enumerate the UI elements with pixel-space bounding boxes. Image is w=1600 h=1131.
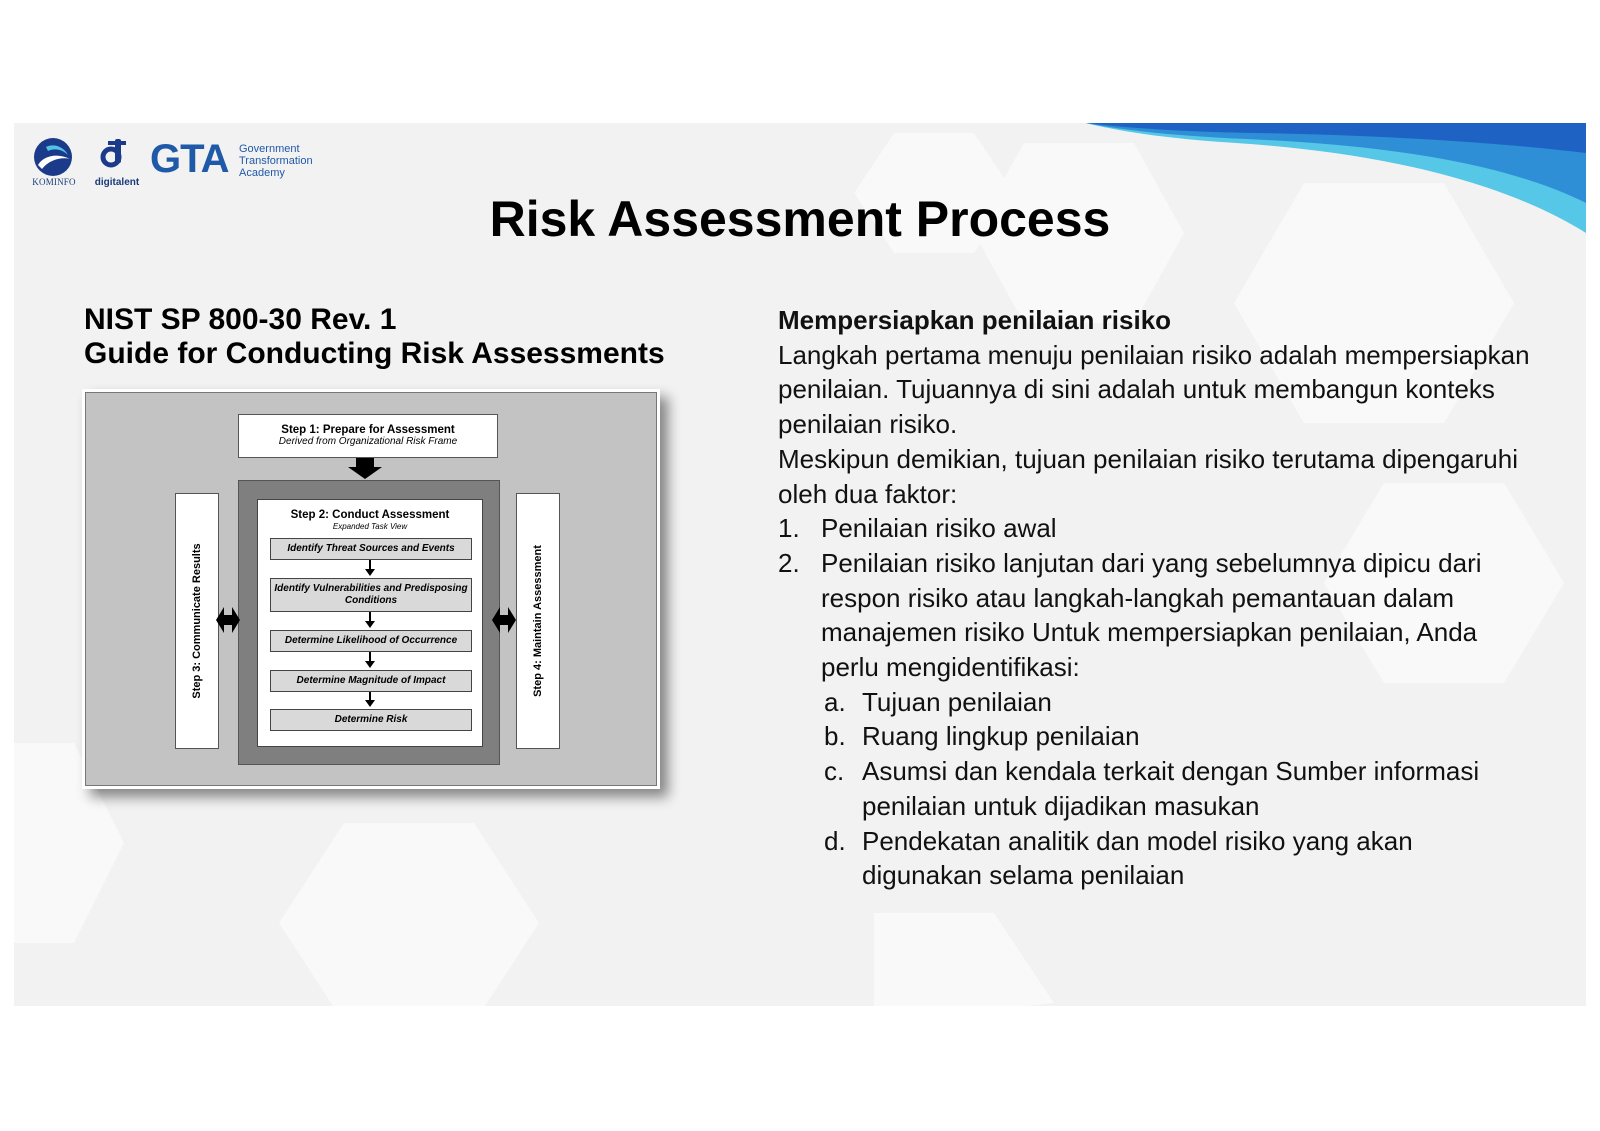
diagram-connector-arrows bbox=[86, 393, 656, 785]
list-marker: 1. bbox=[778, 513, 800, 544]
task-box: Identify Threat Sources and Events bbox=[270, 538, 472, 560]
step2-title: Step 2: Conduct Assessment bbox=[290, 509, 450, 521]
slide-title: Risk Assessment Process bbox=[489, 191, 1111, 247]
sub-list-marker: b. bbox=[824, 721, 846, 752]
paragraph-2: Meskipun demikian, tujuan penilaian risiko terutama dipengaruhi oleh dua faktor: bbox=[778, 443, 1518, 509]
sub-list-text: Pendekatan analitik dan model risiko yang akan digunakan selama penilaian bbox=[862, 825, 1413, 891]
digitalent-label: digitalent bbox=[94, 177, 140, 188]
nist-heading-line1: NIST SP 800-30 Rev. 1 bbox=[84, 303, 397, 336]
sub-list-marker: c. bbox=[824, 756, 845, 787]
nist-process-figure bbox=[82, 389, 660, 789]
task-box: Determine Risk bbox=[270, 709, 472, 731]
kominfo-label: KOMINFO bbox=[32, 177, 76, 187]
gta-sub-line: Government bbox=[239, 143, 300, 155]
task-box: Determine Likelihood of Occurrence bbox=[270, 630, 472, 652]
sub-list-marker: a. bbox=[824, 686, 846, 717]
gta-logo-text: GTA bbox=[150, 137, 229, 181]
sub-list-text: Ruang lingkup penilaian bbox=[862, 721, 1140, 752]
paragraph-1: Langkah pertama menuju penilaian risiko adalah mempersiapkan penilaian. Tujuannya di sini adalah untuk membangun konteks penilaian risiko. bbox=[778, 339, 1530, 440]
sub-list bbox=[821, 685, 1538, 893]
sub-list-text: Tujuan penilaian bbox=[862, 686, 1052, 717]
list-item-text: Penilaian risiko awal bbox=[821, 513, 1057, 544]
step3-label: Step 3: Communicate Results bbox=[191, 543, 203, 699]
section-heading: Mempersiapkan penilaian risiko bbox=[778, 305, 1172, 335]
right-text-block bbox=[778, 303, 1538, 893]
list-marker: 2. bbox=[778, 547, 800, 578]
nist-heading-line2: Guide for Conducting Risk Assessments bbox=[84, 337, 665, 370]
logo-group bbox=[28, 135, 328, 187]
list-item bbox=[778, 546, 1538, 893]
digitalent-logo-icon bbox=[98, 137, 134, 175]
gta-sub-line: Transformation bbox=[239, 155, 313, 167]
task-box: Determine Magnitude of Impact bbox=[270, 670, 472, 692]
sub-list-item bbox=[821, 719, 1538, 754]
slide bbox=[14, 123, 1586, 1006]
sub-list-item bbox=[821, 685, 1538, 720]
list-item-text: Penilaian risiko lanjutan dari yang sebelumnya dipicu dari respon risiko atau langkah-langkah pemantauan dalam manajemen risiko Untuk mempersiapkan penilaian, Anda perlu mengidentifikasi: bbox=[821, 547, 1482, 683]
step4-label: Step 4: Maintain Assessment bbox=[532, 545, 544, 697]
step1-title: Step 1: Prepare for Assessment bbox=[281, 424, 455, 436]
sub-list-text: Asumsi dan kendala terkait dengan Sumber informasi penilaian untuk dijadikan masukan bbox=[862, 756, 1480, 821]
sub-list-item bbox=[821, 824, 1538, 893]
list-item bbox=[778, 511, 1538, 546]
nist-heading bbox=[84, 303, 665, 371]
gta-sub-line: Academy bbox=[239, 167, 285, 179]
step2-subtitle: Expanded Task View bbox=[332, 522, 408, 531]
task-box: Identify Vulnerabilities and Predisposing Conditions bbox=[270, 578, 472, 612]
sub-list-marker: d. bbox=[824, 825, 846, 856]
gta-logo-subtext bbox=[239, 143, 313, 179]
step1-subtitle: Derived from Organizational Risk Frame bbox=[278, 436, 458, 447]
figure-background bbox=[85, 392, 657, 786]
sub-list-item bbox=[821, 754, 1538, 823]
numbered-list bbox=[778, 511, 1538, 893]
